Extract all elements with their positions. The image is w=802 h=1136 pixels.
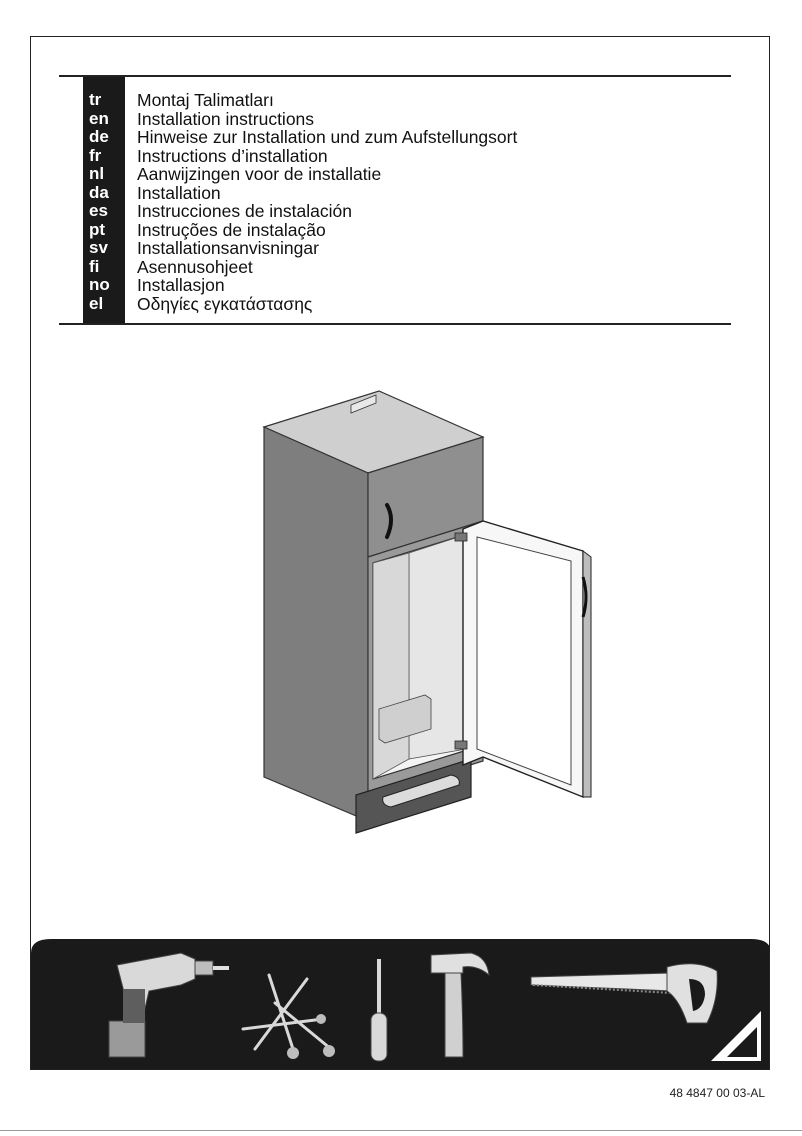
language-code: fi <box>89 256 100 276</box>
language-code: de <box>89 127 109 146</box>
language-title: Οδηγίες εγκατάστασης <box>137 293 313 314</box>
language-code: en <box>89 108 109 128</box>
language-code: da <box>89 182 109 202</box>
language-title: Instrucciones de instalación <box>137 201 352 221</box>
language-title: Asennusohjeet <box>137 256 253 277</box>
language-code: sv <box>89 238 108 257</box>
page-frame <box>30 36 770 1070</box>
fridge-side-wall <box>373 553 409 779</box>
language-code: es <box>89 201 108 220</box>
language-title: Installasjon <box>137 275 225 295</box>
language-title: Montaj Talimatları <box>137 90 274 110</box>
document-code: 48 4847 00 03-AL <box>669 1086 765 1100</box>
language-title: Installationsanvisningar <box>137 238 319 258</box>
tools-band <box>31 939 770 1070</box>
bottom-hinge <box>455 741 467 749</box>
language-title: Hinweise zur Installation und zum Aufstellungsort <box>137 127 518 147</box>
language-title: Instruções de instalação <box>137 219 326 240</box>
language-title: Installation instructions <box>137 108 315 129</box>
language-code: fr <box>89 145 102 165</box>
language-code: pt <box>89 219 106 239</box>
language-code: tr <box>89 90 102 109</box>
fridge-door-liner <box>477 537 571 785</box>
cabinet-side-panel <box>264 427 368 821</box>
language-title: Aanwijzingen voor de installatie <box>137 164 382 184</box>
bottom-line <box>0 1130 802 1131</box>
language-title: Installation <box>137 182 221 203</box>
language-code: el <box>89 293 104 313</box>
language-code: no <box>89 275 110 294</box>
language-title: Instructions d’installation <box>137 145 328 166</box>
top-hinge <box>455 533 467 541</box>
language-code: nl <box>89 164 105 183</box>
built-in-fridge-illustration <box>31 37 770 937</box>
